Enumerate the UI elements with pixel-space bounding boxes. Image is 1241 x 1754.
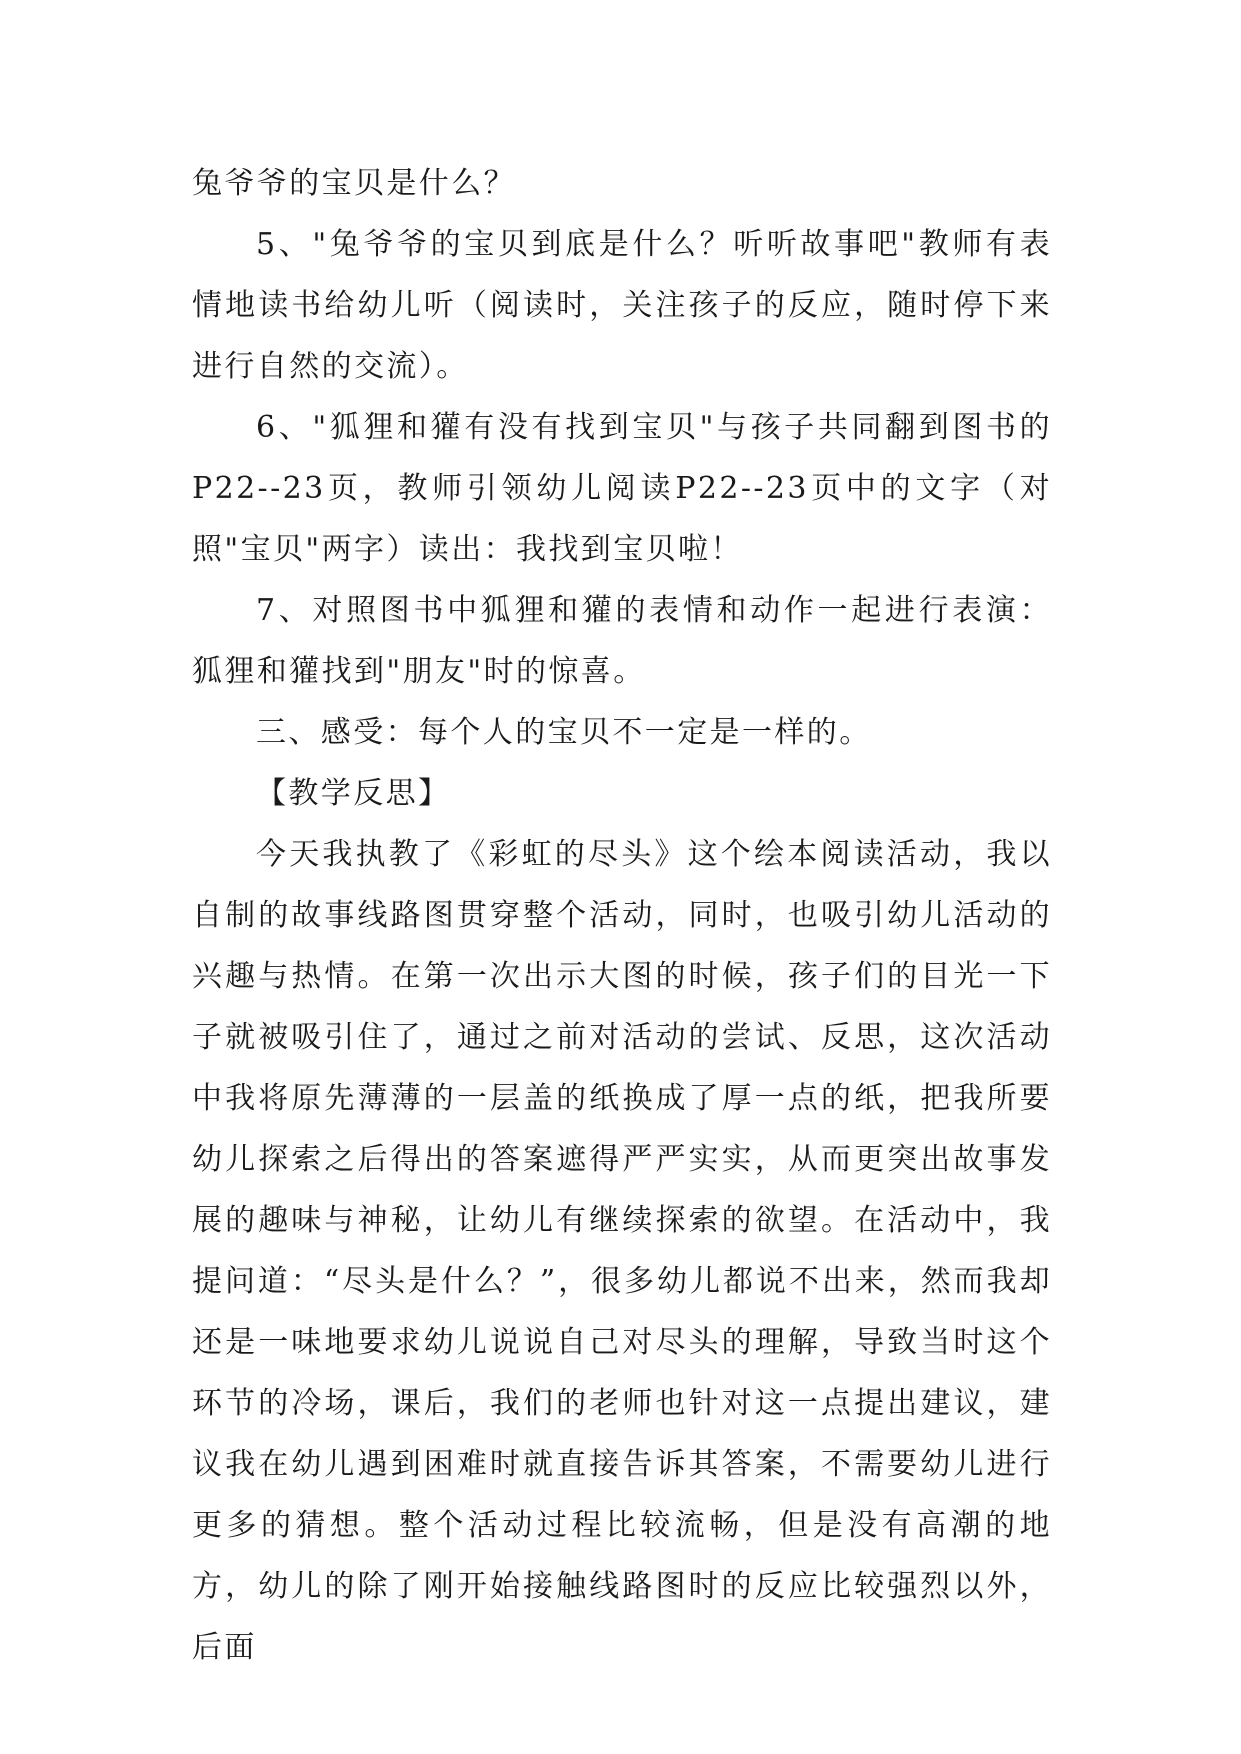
paragraph-continuation: 兔爷爷的宝贝是什么？	[192, 166, 516, 201]
paragraph-section-three: 三、感受：每个人的宝贝不一定是一样的。	[256, 715, 872, 750]
document-page	[192, 153, 1052, 1678]
section-heading-reflection: 【教学反思】	[256, 776, 451, 811]
paragraph-step-5: 5、"兔爷爷的宝贝到底是什么？听听故事吧"教师有表情地读书给幼儿听（阅读时，关注孩子的反应，随时停下来进行自然的交流）。	[192, 227, 1052, 384]
paragraph-step-7: 7、对照图书中狐狸和獾的表情和动作一起进行表演：狐狸和獾找到"朋友"时的惊喜。	[192, 593, 1052, 689]
paragraph-step-6: 6、"狐狸和獾有没有找到宝贝"与孩子共同翻到图书的P22--23页，教师引领幼儿阅读P22--23页中的文字（对照"宝贝"两字）读出：我找到宝贝啦！	[192, 410, 1052, 567]
paragraph-reflection: 今天我执教了《彩虹的尽头》这个绘本阅读活动，我以自制的故事线路图贯穿整个活动，同时，也吸引幼儿活动的兴趣与热情。在第一次出示大图的时候，孩子们的目光一下子就被吸引住了，通过之前对活动的尝试、反思，这次活动中我将原先薄薄的一层盖的纸换成了厚一点的纸，把我所要幼儿探索之后得出的答案遮得严严实实，从而更突出故事发展的趣味与神秘，让幼儿有继续探索的欲望。在活动中，我提问道：“尽头是什么？”，很多幼儿都说不出来，然而我却还是一味地要求幼儿说说自己对尽头的理解，导致当时这个环节的冷场，课后，我们的老师也针对这一点提出建议，建议我在幼儿遇到困难时就直接告诉其答案，不需要幼儿进行更多的猜想。整个活动过程比较流畅，但是没有高潮的地方，幼儿的除了刚开始接触线路图时的反应比较强烈以外，后面	[192, 837, 1052, 1665]
